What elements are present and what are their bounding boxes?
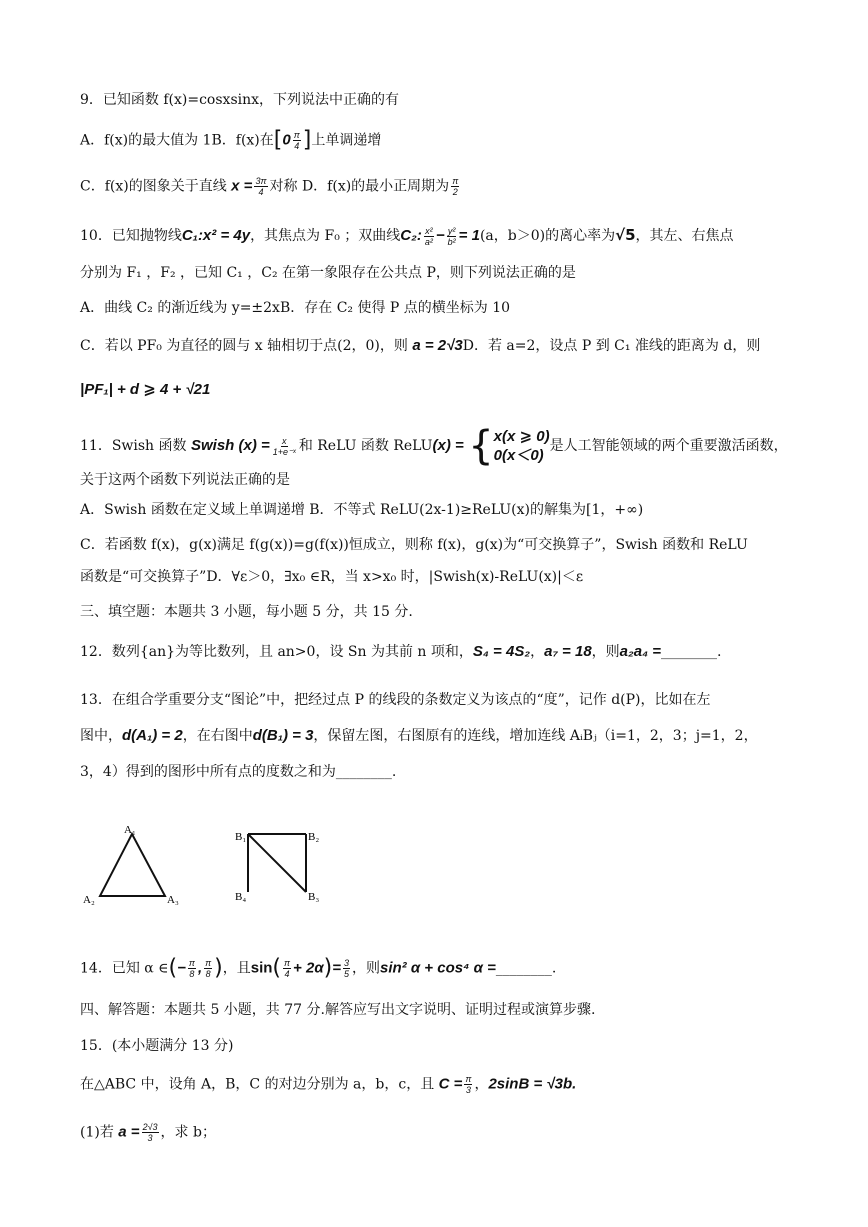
q11-line2: 关于这两个函数下列说法正确的是 xyxy=(80,472,290,488)
relu-piecewise: { x(x ⩾ 0) 0(x＜0) xyxy=(468,423,550,469)
q11-stem: 11．Swish 函数 Swish (x) = $\frac{x}{\text{1+e⁻ˣ}}$ 和 ReLU 函数 ReLU(x) = { x(x ⩾ 0) 0(x＜0) 是人工智能领域的两个重要激活函数， xyxy=(80,423,788,469)
q13-line1: 13．在组合学重要分支“图论”中，把经过点 P 的线段的条数定义为该点的“度”，记作 d(P)，比如在左 xyxy=(80,692,711,708)
q10-line2: 分别为 F₁ ，F₂ ，已知 C₁ ，C₂ 在第一象限存在公共点 P，则下列说法正确的是 xyxy=(80,265,576,281)
section3-heading: 三、填空题：本题共 3 小题，每小题 5 分，共 15 分. xyxy=(80,604,413,620)
vertex-b3-label: B₃ xyxy=(308,891,320,903)
q9-stem: 9．已知函数 f(x)=cosxsinx，下列说法中正确的有 xyxy=(80,92,400,108)
q9-options-cd: C．f(x)的图象关于直线 x = $\frac{3\pi}{4}$ 对称 D．f(x)的最小正周期为 $\frac{\pi}{2}$ xyxy=(80,176,459,197)
q15-title: 15．(本小题满分 13 分) xyxy=(80,1038,234,1054)
q11-option-cd: 函数是“可交换算子”D．∀ε＞0，∃x₀ ∈R，当 x>x₀ 时，|Swish(x)-ReLU(x)|＜ε xyxy=(80,569,584,585)
q12: 12．数列{an}为等比数列，且 an>0，设 Sn 为其前 n 项和，S₄ = 4S₂，a₇ = 18，则a₂a₄ =________. xyxy=(80,643,722,660)
square-graph-figure xyxy=(235,831,319,903)
vertex-a2-label: A₂ xyxy=(83,894,95,906)
q10-option-d-formula: |PF₁| + d ⩾ 4 + √21 xyxy=(80,381,211,398)
vertex-a1-label: A₁ xyxy=(124,824,136,836)
q11-option-ab: A．Swish 函数在定义域上单调递增 B．不等式 ReLU(2x-1)≥ReLU(x)的解集为[1，+∞) xyxy=(80,502,644,518)
q14: 14．已知 α ∈(− $\frac{\pi}{8}$ , $\frac{\pi}{8}$ )，且sin( $\frac{\pi}{4}$ + 2α)= $\frac{3}{5}$ ，则sin² α + cos⁴ α =________. xyxy=(80,955,557,981)
section4-heading: 四、解答题：本题共 5 小题，共 77 分.解答应写出文字说明、证明过程或演算步骤. xyxy=(80,1002,596,1018)
q15-part1: (1)若 a = $\frac{2√3}{3}$ ，求 b； xyxy=(80,1122,216,1143)
triangle-figure xyxy=(83,824,179,906)
q10-option-ab: A．曲线 C₂ 的渐近线为 y=±2xB．存在 C₂ 使得 P 点的横坐标为 10 xyxy=(80,300,511,316)
q9-options-ab: A．f(x)的最大值为 1B．f(x)在[0 $\frac{\pi}{4}$ ]上单调递增 xyxy=(80,127,382,153)
vertex-a3-label: A₃ xyxy=(167,894,179,906)
vertex-b1-label: B₁ xyxy=(235,831,247,843)
q10-option-cd: C．若以 PF₀ 为直径的圆与 x 轴相切于点(2，0)，则 a = 2√3D．若 a=2，设点 P 到 C₁ 准线的距离为 d，则 xyxy=(80,337,761,354)
q11-option-c: C．若函数 f(x)，g(x)满足 f(g(x))=g(f(x))恒成立，则称 f(x)，g(x)为“可交换算子”，Swish 函数和 ReLU xyxy=(80,537,748,553)
q13-figures xyxy=(80,820,340,910)
vertex-b4-label: B₄ xyxy=(235,891,247,903)
q15-stem: 在△ABC 中，设角 A，B，C 的对边分别为 a，b，c，且 C = $\frac{\pi}{3}$ ，2sinB = √3b. xyxy=(80,1074,577,1095)
vertex-b2-label: B₂ xyxy=(308,831,320,843)
q10-stem: 10．已知抛物线C₁:x² = 4y，其焦点为 F₀ ；双曲线C₂: $\frac{\text{x²}}{\text{a²}}$ − $\frac{\text{y²}}{\text{b²}}$ = 1(a，b＞0)的离心率为√5，其左、右焦点 xyxy=(80,225,734,247)
q13-line2: 图中，d(A₁) = 2，在右图中d(B₁) = 3，保留左图，右图原有的连线，增加连线 AᵢBⱼ（i=1，2，3；j=1，2， xyxy=(80,727,758,744)
q13-line3: 3，4）得到的图形中所有点的度数之和为________. xyxy=(80,764,397,780)
